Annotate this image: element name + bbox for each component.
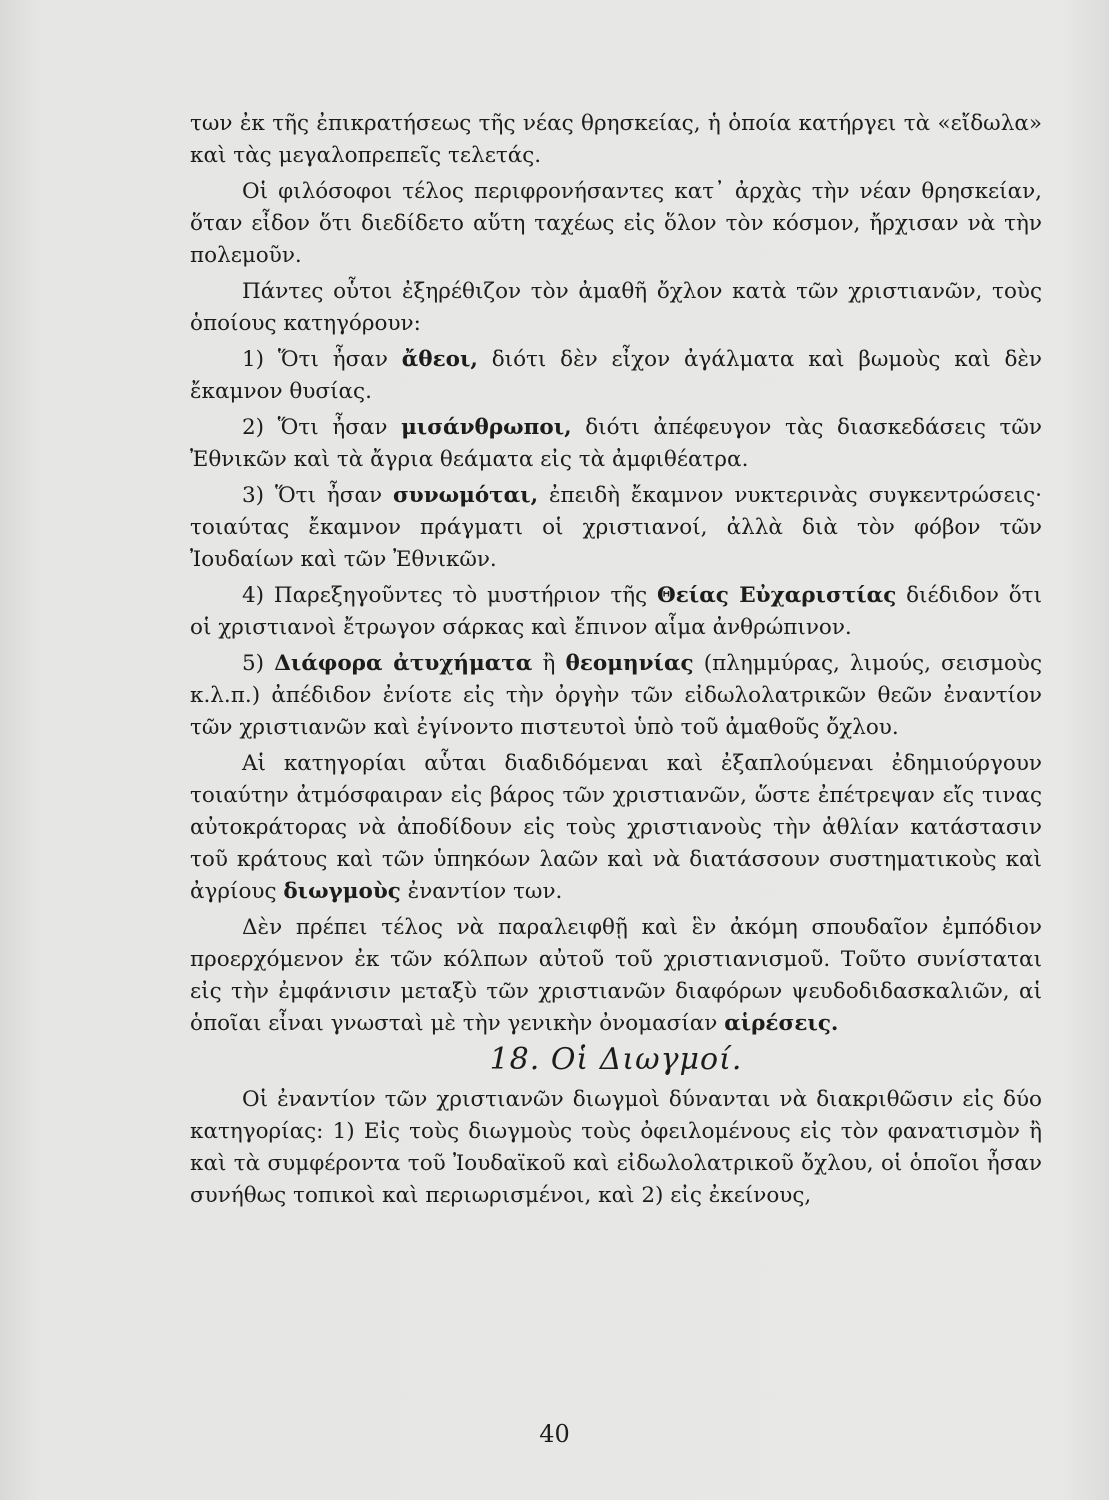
paragraph-4: Αἱ κατηγορίαι αὗται διαδιδόμεναι καὶ ἐξαπλούμεναι ἐδημιούργουν τοιαύτην ἀτμόσφαιραν εἰς βάρος τῶν χριστιανῶν, ὥστε ἐπέτρεψαν εἴς τινας αὐτοκράτορας νὰ ἀποδίδουν εἰς τοὺς χριστιανοὺς τὴν ἀθλίαν κατάστασιν τοῦ κράτους καὶ τῶν ὑπηκόων λαῶν καὶ νὰ διατάσσουν συστηματικοὺς καὶ ἀγρίους διωγμοὺς ἐναντίον των. [190, 751, 1042, 904]
accusation-item-4: 4) Παρεξηγοῦντες τὸ μυστήριον τῆς Θείας Εὐχαριστίας διέδιδον ὅτι οἱ χριστιανοὶ ἔτρωγον σάρκας καὶ ἔπινον αἷμα ἀνθρώπινον. [190, 583, 1043, 640]
accusation-item-1: 1) Ὅτι ἦσαν ἄθεοι, διότι δὲν εἶχον ἀγάλματα καὶ βωμοὺς καὶ δὲν ἔκαμνον θυσίας. [190, 347, 1042, 404]
body-text [190, 108, 1042, 1216]
page-number: 40 [539, 1420, 570, 1448]
paragraph-1: των ἐκ τῆς ἐπικρατήσεως τῆς νέας θρησκείας, ἡ ὁποία κατήργει τὰ «εἴδωλα» καὶ τὰς μεγαλοπρεπεῖς τελετάς. [190, 111, 1042, 168]
paragraph-5: Δὲν πρέπει τέλος νὰ παραλειφθῇ καὶ ἓν ἀκόμη σπουδαῖον ἐμπόδιον προερχόμενον ἐκ τῶν κόλπων αὐτοῦ τοῦ χριστιανισμοῦ. Τοῦτο συνίσταται εἰς τὴν ἐμφάνισιν μεταξὺ τῶν χριστιανῶν διαφόρων ψευδοδιδασκαλιῶν, αἱ ὁποῖαι εἶναι γνωσταὶ μὲ τὴν γενικὴν ὀνομασίαν αἱρέσεις. [190, 915, 1042, 1036]
paragraph-3: Πάντες οὗτοι ἐξηρέθιζον τὸν ἀμαθῆ ὄχλον κατὰ τῶν χριστιανῶν, τοὺς ὁποίους κατηγόρουν: [190, 279, 1042, 336]
paragraph-6: Οἱ ἐναντίον τῶν χριστιανῶν διωγμοὶ δύνανται νὰ διακριθῶσιν εἰς δύο κατηγορίας: 1) Εἰς τοὺς διωγμοὺς τοὺς ὀφειλομένους εἰς τὸν φανατισμὸν ἢ καὶ τὰ συμφέροντα τοῦ Ἰουδαϊκοῦ καὶ εἰδωλολατρικοῦ ὄχλου, οἱ ὁποῖοι ἦσαν συνήθως τοπικοὶ καὶ περιωρισμένοι, καὶ 2) εἰς ἐκείνους, [190, 1087, 1042, 1208]
section-heading: 18. Οἱ Διωγμοί. [489, 1042, 743, 1077]
accusation-item-3: 3) Ὅτι ἦσαν συνωμόται, ἐπειδὴ ἔκαμνον νυκτερινὰς συγκεντρώσεις· τοιαύτας ἔκαμνον πράγματι οἱ χριστιανοί, ἀλλὰ διὰ τὸν φόβον τῶν Ἰουδαίων καὶ τῶν Ἐθνικῶν. [190, 483, 1042, 572]
accusation-item-5: 5) Διάφορα ἀτυχήματα ἢ θεομηνίας (πλημμύρας, λιμούς, σεισμοὺς κ.λ.π.) ἀπέδιδον ἐνίοτε εἰς τὴν ὀργὴν τῶν εἰδωλολατρικῶν θεῶν ἐναντίον τῶν χριστιανῶν καὶ ἐγίνοντο πιστευτοὶ ὑπὸ τοῦ ἀμαθοῦς ὄχλου. [190, 651, 1043, 740]
accusation-item-2: 2) Ὅτι ἦσαν μισάνθρωποι, διότι ἀπέφευγον τὰς διασκεδάσεις τῶν Ἐθνικῶν καὶ τὰ ἄγρια θεάματα εἰς τὰ ἀμφιθέατρα. [190, 415, 1042, 472]
paragraph-2: Οἱ φιλόσοφοι τέλος περιφρονήσαντες κατ᾽ ἀρχὰς τὴν νέαν θρησκείαν, ὅταν εἶδον ὅτι διεδίδετο αὕτη ταχέως εἰς ὅλον τὸν κόσμον, ἤρχισαν νὰ τὴν πολεμοῦν. [190, 179, 1042, 268]
